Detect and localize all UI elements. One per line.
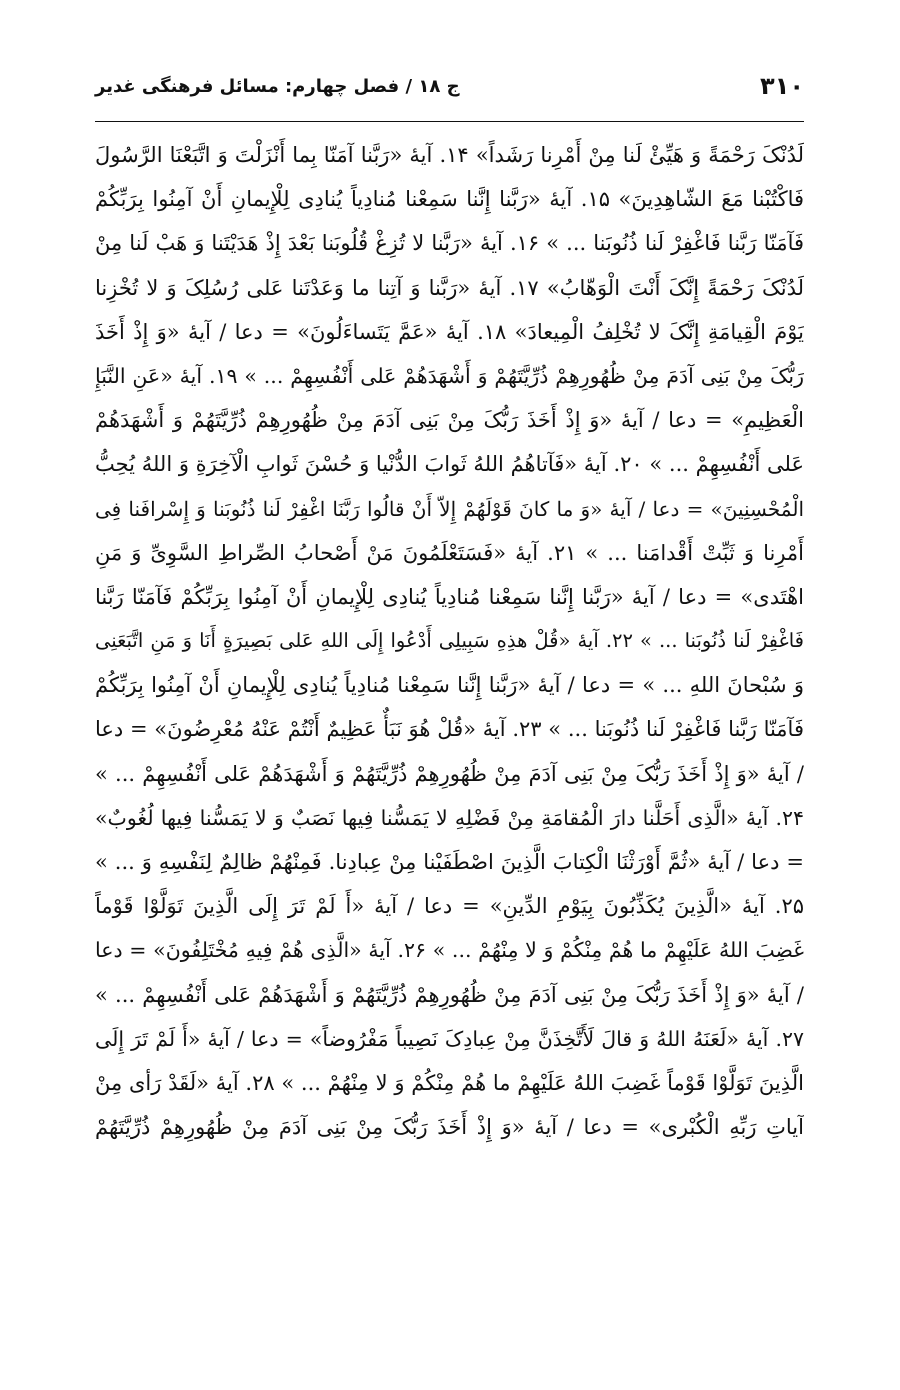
text-line: رَبُّکَ مِنْ بَنِی آدَمَ مِنْ ظُهُورِهِمْ ذُرِّیَّتَهُمْ وَ أَشْهَدَهُمْ عَلی أَنْفُسِهِمْ ... » ۱۹. آیهٔ «عَنِ النَّبَإِ (95, 363, 804, 388)
text-line: غَضِبَ اللهُ عَلَیْهِمْ ما هُمْ مِنْکُمْ وَ لا مِنْهُمْ ... » ۲۶. آیهٔ «الَّذِی هُمْ فِیهِ مُخْتَلِفُونَ» = دعا (95, 938, 804, 963)
text-line: فَاغْفِرْ لَنا ذُنُوبَنا ... » ۲۲. آیهٔ «قُلْ هذِهِ سَبِیلِی أَدْعُوا إِلَی اللهِ عَلی بَصِیرَةٍ أَنَا وَ مَنِ اتَّبَعَنِی (95, 629, 804, 653)
text-line: اهْتَدی» = دعا / آیهٔ «رَبَّنا إِنَّنا سَمِعْنا مُنادِیاً یُنادِی لِلْإِیمانِ أَنْ آمِنُوا بِرَبِّکُمْ فَآمَنّا رَبَّنا (95, 584, 804, 609)
running-title: ج ۱۸ / فصل چهارم: مسائل فرهنگی غدیر (95, 76, 460, 97)
text-line: ۲۴. آیهٔ «الَّذِی أَحَلَّنا دارَ الْمُقامَةِ مِنْ فَضْلِهِ لا یَمَسُّنا فِیها نَصَبٌ وَ لا یَمَسُّنا فِیها لُغُوبٌ» (95, 805, 804, 830)
page-header (95, 70, 804, 110)
text-line: أَمْرِنا وَ ثَبِّتْ أَقْدامَنا ... » ۲۱. آیهٔ «فَسَتَعْلَمُونَ مَنْ أَصْحابُ الصِّراطِ السَّوِیِّ وَ مَنِ (95, 540, 804, 565)
text-line: وَ سُبْحانَ اللهِ ... » = دعا / آیهٔ «رَبَّنا إِنَّنا سَمِعْنا مُنادِیاً یُنادِی لِلْإِیمانِ أَنْ آمِنُوا بِرَبِّکُمْ (95, 673, 804, 698)
body-text (95, 133, 804, 1149)
text-line: لَدُنْکَ رَحْمَةً وَ هَیِّئْ لَنا مِنْ أَمْرِنا رَشَداً» ۱۴. آیهٔ «رَبَّنا آمَنّا بِما أَنْزَلْتَ وَ اتَّبَعْنَا الرَّسُولَ (95, 143, 804, 167)
text-line: فَاکْتُبْنا مَعَ الشّاهِدِینَ» ۱۵. آیهٔ «رَبَّنا إِنَّنا سَمِعْنا مُنادِیاً یُنادِی لِلْإِیمانِ أَنْ آمِنُوا بِرَبِّکُمْ (95, 187, 804, 212)
text-line: یَوْمَ الْقِیامَةِ إِنَّکَ لا تُخْلِفُ الْمِیعادَ» ۱۸. آیهٔ «عَمَّ یَتَساءَلُونَ» = دعا / آیهٔ «وَ إِذْ أَخَذَ (95, 319, 804, 344)
text-line: عَلی أَنْفُسِهِمْ ... » ۲۰. آیهٔ «فَآتاهُمُ اللهُ ثَوابَ الدُّنْیا وَ حُسْنَ ثَوابِ الْآخِرَةِ وَ اللهُ یُحِبُّ (95, 452, 804, 477)
text-line: آیاتِ رَبِّهِ الْکُبْری» = دعا / آیهٔ «وَ إِذْ أَخَذَ رَبُّکَ مِنْ بَنِی آدَمَ مِنْ ظُهُورِهِمْ ذُرِّیَّتَهُمْ (95, 1115, 804, 1140)
text-line: الْمُحْسِنِینَ» = دعا / آیهٔ «وَ ما کانَ قَوْلَهُمْ إِلاّ أَنْ قالُوا رَبَّنَا اغْفِرْ لَنا ذُنُوبَنا وَ إِسْرافَنا فِی (95, 496, 804, 521)
text-line: = دعا / آیهٔ «ثُمَّ أَوْرَثْنَا الْکِتابَ الَّذِینَ اصْطَفَیْنا مِنْ عِبادِنا. فَمِنْهُمْ ظالِمٌ لِنَفْسِهِ وَ ... » (95, 850, 804, 874)
text-line: الْعَظِیمِ» = دعا / آیهٔ «وَ إِذْ أَخَذَ رَبُّکَ مِنْ بَنِی آدَمَ مِنْ ظُهُورِهِمْ ذُرِّیَّتَهُمْ وَ أَشْهَدَهُمْ (95, 408, 804, 433)
text-line: ۲۷. آیهٔ «لَعَنَهُ اللهُ وَ قالَ لَأَتَّخِذَنَّ مِنْ عِبادِکَ نَصِیباً مَفْرُوضاً» = دعا / آیهٔ «أَ لَمْ تَرَ إِلَی (95, 1026, 804, 1051)
text-line: / آیهٔ «وَ إِذْ أَخَذَ رَبُّکَ مِنْ بَنِی آدَمَ مِنْ ظُهُورِهِمْ ذُرِّیَّتَهُمْ وَ أَشْهَدَهُمْ عَلی أَنْفُسِهِمْ ... » (95, 761, 804, 786)
text-line: ۲۵. آیهٔ «الَّذِینَ یُکَذِّبُونَ بِیَوْمِ الدِّینِ» = دعا / آیهٔ «أَ لَمْ تَرَ إِلَی الَّذِینَ تَوَلَّوْا قَوْماً (95, 894, 804, 919)
header-rule (95, 121, 804, 122)
text-line: فَآمَنّا رَبَّنا فَاغْفِرْ لَنا ذُنُوبَنا ... » ۲۳. آیهٔ «قُلْ هُوَ نَبَأٌ عَظِیمٌ أَنْتُمْ عَنْهُ مُعْرِضُونَ» = دعا (95, 717, 804, 742)
text-line: فَآمَنّا رَبَّنا فَاغْفِرْ لَنا ذُنُوبَنا ... » ۱۶. آیهٔ «رَبَّنا لا تُزِغْ قُلُوبَنا بَعْدَ إِذْ هَدَیْتَنا وَ هَبْ لَنا مِنْ (95, 231, 804, 256)
text-line: / آیهٔ «وَ إِذْ أَخَذَ رَبُّکَ مِنْ بَنِی آدَمَ مِنْ ظُهُورِهِمْ ذُرِّیَّتَهُمْ وَ أَشْهَدَهُمْ عَلی أَنْفُسِهِمْ ... » (95, 982, 804, 1007)
page-number: ۳۱۰ (760, 72, 804, 100)
text-line: لَدُنْکَ رَحْمَةً إِنَّکَ أَنْتَ الْوَهّابُ» ۱۷. آیهٔ «رَبَّنا وَ آتِنا ما وَعَدْتَنا عَلی رُسُلِکَ وَ لا تُخْزِنا (95, 275, 804, 300)
text-line: الَّذِینَ تَوَلَّوْا قَوْماً غَضِبَ اللهُ عَلَیْهِمْ ما هُمْ مِنْکُمْ وَ لا مِنْهُمْ ... » ۲۸. آیهٔ «لَقَدْ رَأی مِنْ (95, 1070, 804, 1095)
